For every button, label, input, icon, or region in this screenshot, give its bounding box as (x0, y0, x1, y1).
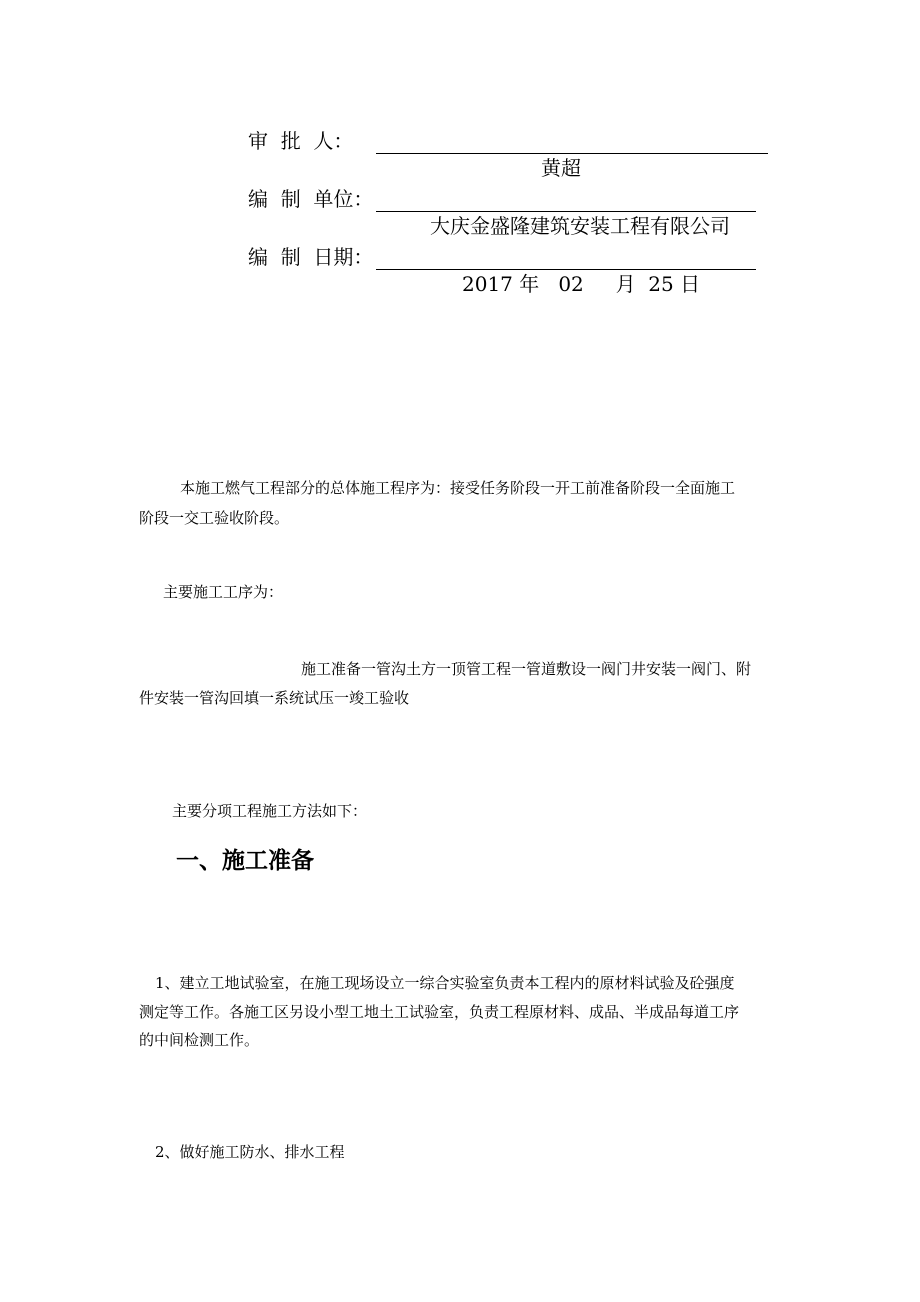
item1-line-3: 的中间检测工作。 (139, 1031, 260, 1049)
approver-value (376, 123, 768, 180)
approver-row (248, 118, 768, 180)
org-row (248, 176, 756, 238)
process-line-2: 件安装一管沟回填一系统试压一竣工验收 (139, 689, 410, 707)
org-value-text: 大庆金盛隆建筑安装工程有限公司 (430, 214, 730, 238)
item1-line-2: 测定等工作。各施工区另设小型工地土工试验室，负责工程原材料、成品、半成品每道工序 (139, 1003, 740, 1021)
date-value (376, 239, 756, 296)
approver-label: 审 批 人： (248, 129, 354, 153)
process-line-1: 施工准备一管沟土方一顶管工程一管道敷设一阀门井安装一阀门、附 (301, 660, 752, 678)
org-value (376, 181, 756, 238)
date-value-text: 2017 年 02 月 25 日 (462, 272, 701, 296)
methods-label: 主要分项工程施工方法如下： (172, 802, 368, 820)
date-label: 编 制 日期： (248, 245, 374, 269)
date-row (248, 234, 756, 296)
main-process-label: 主要施工工序为： (163, 583, 284, 601)
item1-line-1: 1、建立工地试验室，在施工现场设立一综合实验室负责本工程内的原材料试验及砼强度 (155, 974, 735, 992)
item2-line-1: 2、做好施工防水、排水工程 (155, 1143, 345, 1161)
section-heading: 一、施工准备 (176, 848, 314, 874)
approver-value-text: 黄超 (541, 156, 581, 180)
org-label: 编 制 单位： (248, 187, 374, 211)
intro-line-2: 阶段一交工验收阶段。 (139, 509, 290, 527)
intro-line-1: 本施工燃气工程部分的总体施工程序为：接受任务阶段一开工前准备阶段一全面施工 (180, 479, 736, 497)
